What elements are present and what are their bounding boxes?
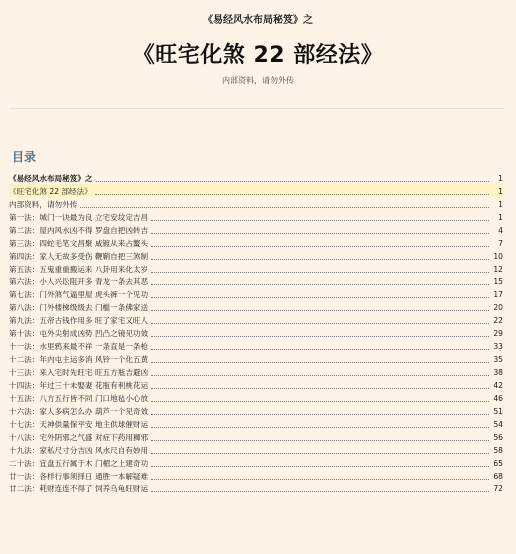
toc-leader-dots (151, 466, 489, 467)
toc-entry-label: 十七法：天神供量保平安 地主供球催财运 (9, 419, 149, 429)
toc-entry-label: 二十法：宜盘五行属于木 门楣之上建奇功 (9, 458, 149, 468)
toc-page-number: 42 (493, 380, 503, 390)
toc-entry-label: 十二法：年内屯主运多消 风铃一个化五黄 (9, 355, 149, 365)
toc-page-number: 38 (493, 368, 503, 377)
toc-entry[interactable] (9, 275, 503, 288)
toc-leader-dots (151, 323, 489, 324)
confidentiality-note: 内部资料，请勿外传 (222, 76, 294, 85)
toc-heading: 目录 (12, 150, 37, 164)
toc-page-number: 20 (493, 303, 503, 313)
toc-entry[interactable] (9, 469, 503, 482)
toc-leader-dots (151, 362, 489, 363)
toc-entry[interactable] (9, 404, 503, 417)
toc-entry[interactable] (9, 197, 503, 210)
toc-entry[interactable] (9, 339, 503, 352)
toc-leader-dots (151, 440, 489, 441)
toc-entry-label: 第五法：五鬼重重搬运来 八卦用来化太岁 (9, 264, 149, 274)
toc-leader-dots (151, 491, 489, 492)
toc-entry-label: 第七法：门外煞气逼里屋 虎头裤一个见功 (9, 290, 149, 300)
toc-page-number: 33 (493, 342, 503, 352)
toc-leader-dots (151, 233, 489, 234)
toc-entry-label: 十三法：来入宅时先旺宅 旺五方瓶吉避凶 (9, 368, 149, 377)
document-title: 《旺宅化煞 22 部经法》 (132, 43, 384, 68)
toc-entry[interactable] (9, 236, 503, 249)
toc-entry[interactable] (9, 249, 503, 262)
toc-entry-label: 第十法：屯外尖射成凶势 凹凸之镜见功效 (9, 329, 149, 339)
toc-page-number: 51 (493, 406, 503, 416)
toc-page-number: 65 (493, 458, 503, 468)
toc-entry[interactable] (9, 352, 503, 365)
toc-entry[interactable] (9, 171, 503, 184)
toc-entry[interactable] (9, 417, 503, 430)
table-of-contents (9, 171, 503, 494)
toc-page-number: 56 (493, 432, 503, 442)
toc-entry[interactable] (9, 300, 503, 313)
toc-entry[interactable] (9, 223, 503, 236)
toc-entry[interactable] (9, 210, 503, 223)
toc-entry[interactable] (9, 287, 503, 300)
toc-leader-dots (151, 453, 489, 454)
toc-entry[interactable] (9, 365, 503, 378)
toc-entry-label: 十五法：八方五行皆不同 门口地毡小心放 (9, 393, 149, 403)
toc-page-number: 46 (493, 393, 503, 403)
toc-leader-dots (151, 259, 489, 260)
toc-leader-dots (151, 246, 489, 247)
toc-entry-label: 十六法：家人多病怎么办 葫芦一个见奇效 (9, 406, 149, 416)
series-title: 《易经风水布局秘笈》之 (203, 15, 313, 26)
toc-leader-dots (151, 427, 489, 428)
toc-leader-dots (151, 414, 489, 415)
toc-leader-dots (151, 272, 489, 273)
toc-entry[interactable] (9, 326, 503, 339)
toc-page-number: 1 (498, 173, 503, 183)
toc-page-number: 1 (498, 212, 503, 222)
header-divider (10, 108, 504, 109)
toc-entry[interactable] (9, 262, 503, 275)
toc-entry-label: 十一法：水里鸦来最不祥 一条直是一条枪 (9, 342, 149, 352)
toc-entry-label: 第一法：城门一诀最为良 立宅安坟定吉昌 (9, 212, 149, 222)
toc-leader-dots (151, 310, 489, 311)
toc-entry[interactable] (9, 391, 503, 404)
toc-entry-label: 第四法：家人无故多受伤 鞭鞘自把三煞制 (9, 251, 149, 261)
toc-page-number: 4 (498, 225, 503, 235)
toc-page-number: 68 (493, 471, 503, 481)
toc-entry-label: 十八法：宅外阴邪之气盛 对症下药用狮邪 (9, 432, 149, 442)
toc-leader-dots (151, 220, 489, 221)
toc-entry[interactable] (9, 378, 503, 391)
toc-entry-label: 《易经风水布局秘笈》之 (9, 173, 93, 183)
toc-page-number: 15 (493, 277, 503, 287)
toc-leader-dots (96, 181, 489, 182)
toc-leader-dots (151, 401, 489, 402)
toc-page-number: 58 (493, 445, 503, 455)
toc-leader-dots (151, 479, 489, 480)
toc-entry-label: 廿一法：各样行事须择日 通胜一本解疑难 (9, 471, 149, 481)
toc-entry-label: 第八法：门外楼梯级级去 门槛一条佛家送 (9, 303, 149, 313)
toc-leader-dots (151, 284, 489, 285)
toc-entry[interactable] (9, 443, 503, 456)
toc-leader-dots (151, 349, 489, 350)
toc-entry[interactable] (9, 184, 503, 197)
toc-page-number: 29 (493, 329, 503, 339)
toc-entry-label: 《旺宅化煞 22 部经法》 (9, 186, 92, 196)
toc-page-number: 7 (498, 238, 503, 248)
toc-entry-label: 第二法：屋内风水凶不得 罗盘自把凶转吉 (9, 225, 149, 235)
toc-entry-label: 十九法：家私尺寸分吉凶 风水尺自有妙用 (9, 445, 149, 455)
toc-page-number: 10 (493, 251, 503, 261)
toc-entry-label: 第六法：小人兴讼阻开多 青龙一条去其恶 (9, 277, 149, 287)
toc-page-number: 12 (493, 264, 503, 274)
toc-entry[interactable] (9, 313, 503, 326)
toc-page-number: 22 (493, 316, 503, 326)
toc-entry[interactable] (9, 430, 503, 443)
toc-page-number: 1 (498, 186, 503, 196)
toc-leader-dots (95, 194, 489, 195)
toc-leader-dots (151, 375, 489, 376)
toc-entry[interactable] (9, 482, 503, 495)
toc-page-number: 35 (493, 355, 503, 365)
toc-entry[interactable] (9, 456, 503, 469)
toc-leader-dots (151, 336, 489, 337)
toc-page-number: 54 (493, 419, 503, 429)
toc-leader-dots (151, 388, 489, 389)
toc-page-number: 1 (498, 199, 503, 209)
toc-entry-label: 第九法：五帝古钱作用多 旺了家宅又旺人 (9, 316, 149, 326)
toc-entry-label: 内部资料，请勿外传 (9, 199, 78, 209)
toc-entry-label: 十四法：年过三十未娶妻 花瓶有利桃花运 (9, 380, 149, 390)
toc-page-number: 17 (493, 290, 503, 300)
toc-entry-label: 廿二法：耗财连连不得了 饲养乌龟旺财运 (9, 484, 149, 494)
toc-leader-dots (151, 297, 489, 298)
toc-entry-label: 第三法：四蛇毛笔文昌聚 咸镀从来占鳌头 (9, 238, 149, 248)
toc-leader-dots (80, 207, 489, 208)
toc-page-number: 72 (493, 484, 503, 494)
